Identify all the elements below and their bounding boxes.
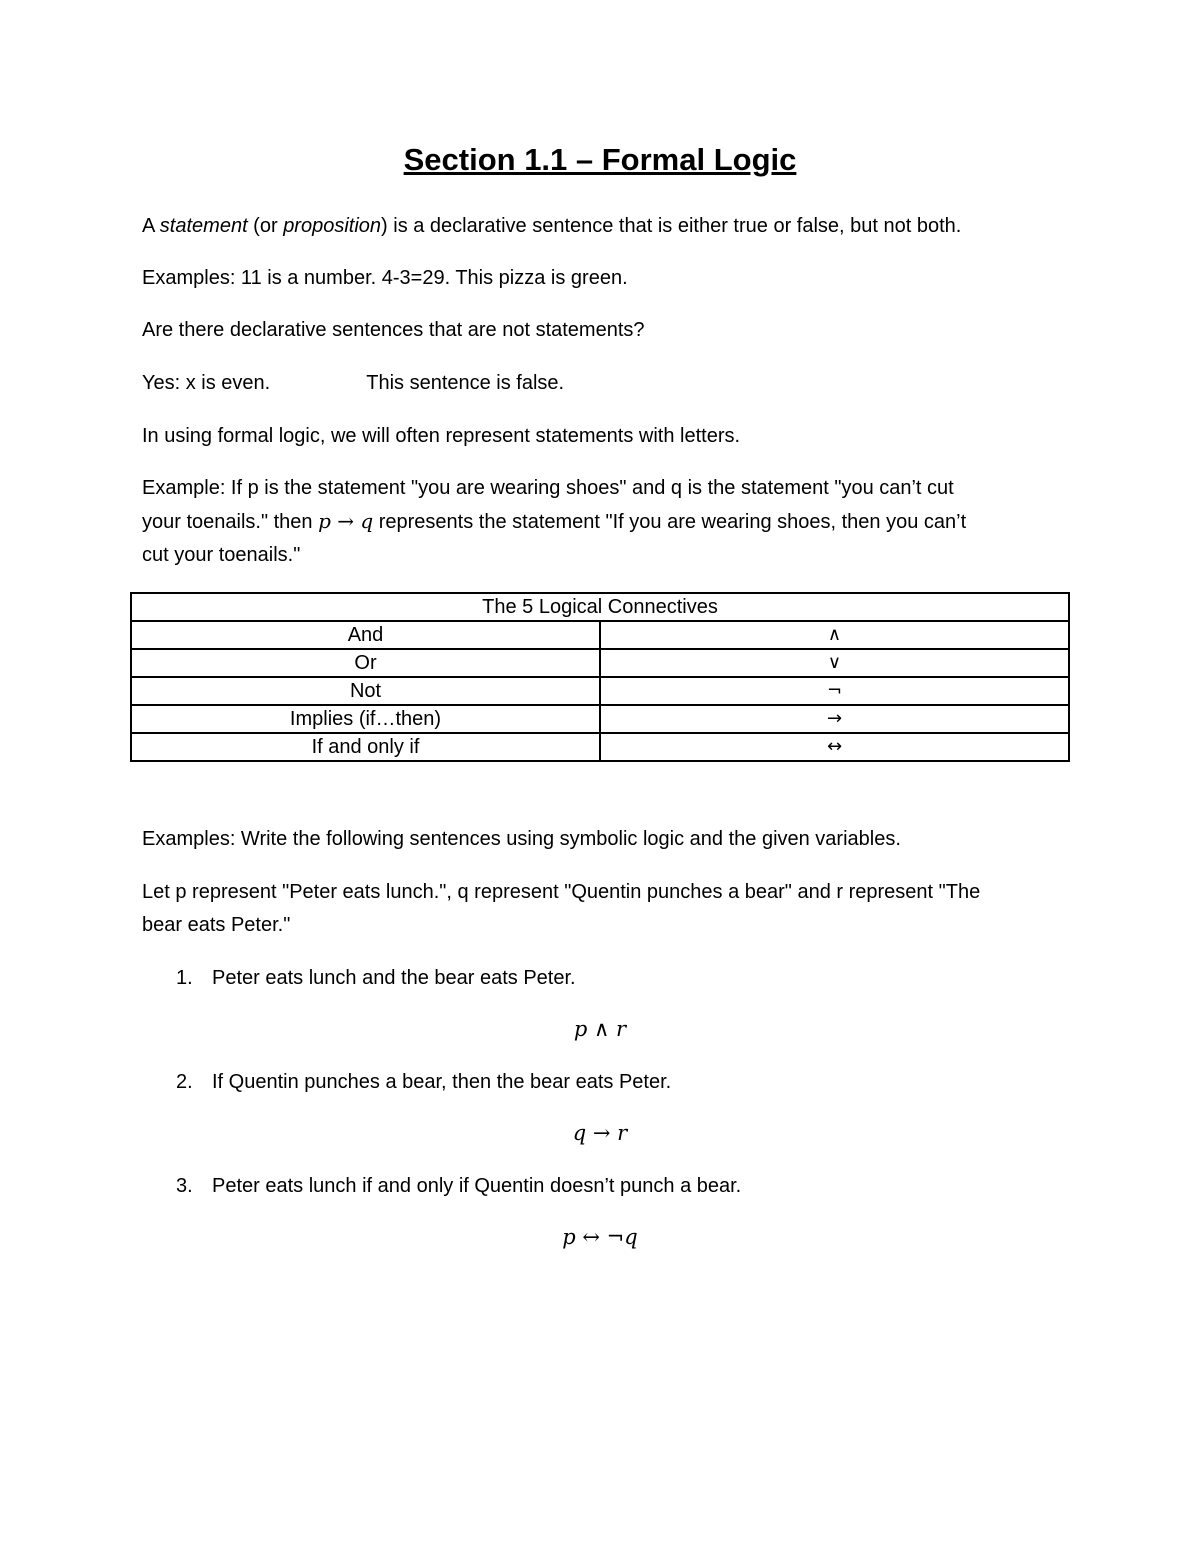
let-paragraph — [142, 876, 1062, 942]
exercise-item — [176, 1066, 671, 1099]
yes-line-b: This sentence is false. — [366, 372, 565, 394]
let-line2: bear eats Peter." — [142, 914, 291, 936]
exercise-answer: p ↔ ¬q — [562, 1225, 638, 1249]
table-row — [131, 621, 1069, 649]
table-row — [131, 677, 1069, 705]
connectives-table — [130, 592, 1070, 762]
term-statement: statement — [159, 215, 248, 237]
example-shoes-line3: cut your toenails." — [142, 544, 301, 566]
connective-symbol: → — [600, 705, 1069, 733]
examples-statements: Examples: 11 is a number. 4-3=29. This pizza is green. — [142, 267, 628, 289]
connective-name: Not — [131, 677, 600, 705]
example-shoes-line2-b: represents the statement "If you are wearing shoes, then you can’t — [373, 511, 967, 533]
table-header-row — [131, 593, 1069, 621]
definition-paragraph — [142, 210, 1062, 243]
example-shoes-paragraph — [142, 472, 1062, 572]
table-row — [131, 649, 1069, 677]
connective-name: Implies (if…then) — [131, 705, 600, 733]
example-shoes-line2 — [142, 505, 1062, 539]
exercise-answer: p ∧ r — [573, 1017, 627, 1041]
question-line: Are there declarative sentences that are not statements? — [142, 319, 645, 341]
connective-name: And — [131, 621, 600, 649]
exercise-number: 2. — [176, 1071, 193, 1093]
exercise-answer: q → r — [572, 1121, 628, 1145]
connective-name: If and only if — [131, 733, 600, 761]
exercise-number: 1. — [176, 967, 193, 989]
yes-line — [142, 367, 1062, 400]
exercise-number: 3. — [176, 1175, 193, 1197]
table-row — [131, 705, 1069, 733]
let-line1: Let p represent "Peter eats lunch.", q represent "Quentin punches a bear" and r represent "The — [142, 881, 981, 903]
exercise-text: If Quentin punches a bear, then the bear eats Peter. — [212, 1071, 672, 1093]
connective-symbol: ∧ — [600, 621, 1069, 649]
example-shoes-math: p → q — [318, 509, 374, 533]
connective-name: Or — [131, 649, 600, 677]
exercise-item — [176, 962, 576, 995]
table-row — [131, 733, 1069, 761]
connective-symbol: ∨ — [600, 649, 1069, 677]
definition-text-a: A — [142, 215, 160, 237]
definition-text-mid: (or — [247, 215, 284, 237]
exercise-text: Peter eats lunch and the bear eats Peter. — [212, 967, 576, 989]
examples-instructions: Examples: Write the following sentences using symbolic logic and the given variables. — [142, 828, 901, 850]
exercise-item — [176, 1170, 741, 1203]
table-header: The 5 Logical Connectives — [131, 593, 1069, 621]
connective-symbol: ↔ — [600, 733, 1069, 761]
example-shoes-line2-a: your toenails." then — [142, 511, 319, 533]
connective-symbol: ¬ — [600, 677, 1069, 705]
yes-line-a: Yes: x is even. — [142, 372, 271, 394]
represent-line: In using formal logic, we will often represent statements with letters. — [142, 425, 741, 447]
term-proposition: proposition — [283, 215, 382, 237]
exercise-text: Peter eats lunch if and only if Quentin doesn’t punch a bear. — [212, 1175, 742, 1197]
example-shoes-line1: Example: If p is the statement "you are wearing shoes" and q is the statement "you can’t cut — [142, 477, 954, 499]
definition-text-rest: ) is a declarative sentence that is either true or false, but not both. — [381, 215, 962, 237]
page-title: Section 1.1 – Formal Logic — [403, 142, 797, 177]
